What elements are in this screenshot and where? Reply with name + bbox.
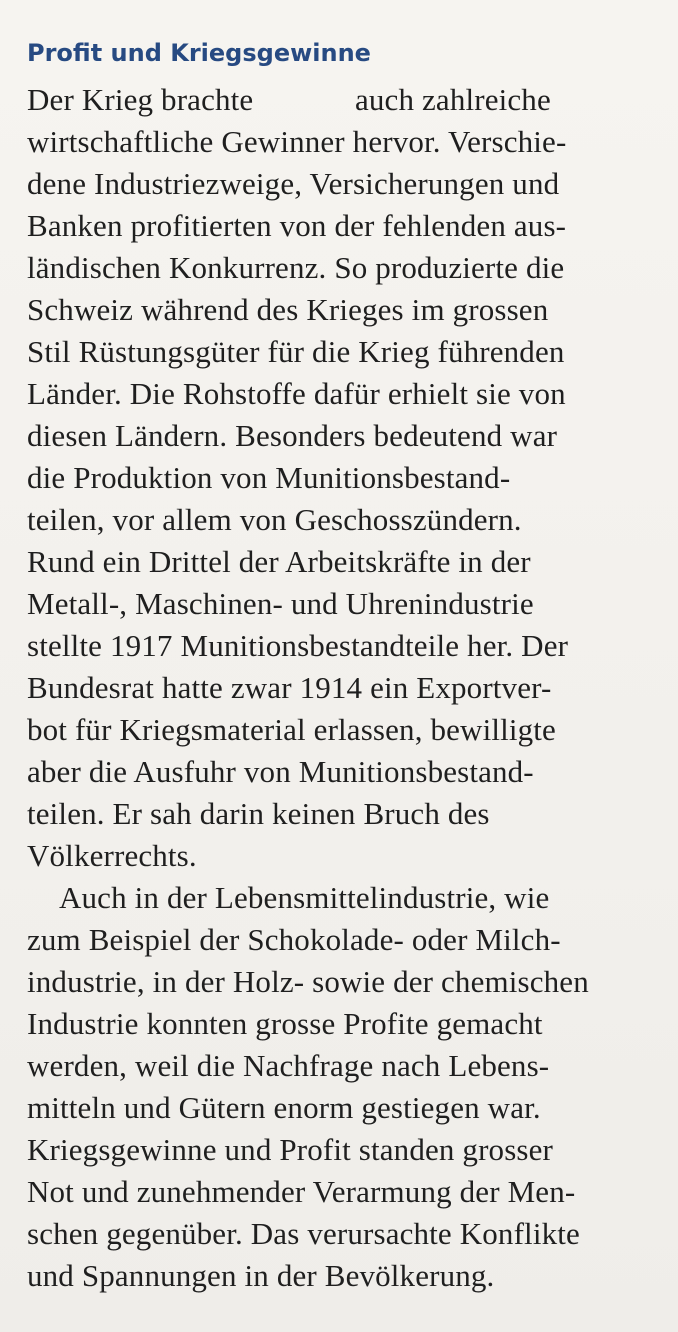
text-line: Industrie konnten grosse Profite gemacht: [27, 1006, 543, 1041]
text-line: ländischen Konkurrenz. So produzierte die: [27, 250, 565, 285]
text-line: mitteln und Gütern enorm gestiegen war.: [27, 1090, 541, 1125]
text-line: teilen. Er sah darin keinen Bruch des: [27, 796, 490, 831]
text-line: Stil Rüstungsgüter für die Krieg führenden: [27, 334, 565, 369]
text-line: wirtschaftliche Gewinner hervor. Verschie-: [27, 124, 567, 159]
text-line: Not und zunehmender Verarmung der Men-: [27, 1174, 576, 1209]
text-line: industrie, in der Holz- sowie der chemischen: [27, 964, 589, 999]
text-line: die Produktion von Munitionsbestand-: [27, 460, 511, 495]
text-line: Länder. Die Rohstoffe dafür erhielt sie von: [27, 376, 566, 411]
text-line: Kriegsgewinne und Profit standen grosser: [27, 1132, 554, 1167]
section-heading: Profit und Kriegsgewinne: [27, 39, 371, 67]
text-line: dene Industriezweige, Versicherungen und: [27, 166, 560, 201]
text-line: diesen Ländern. Besonders bedeutend war: [27, 418, 558, 453]
text-line: teilen, vor allem von Geschosszündern.: [27, 502, 522, 537]
text-line: Auch in der Lebensmittelindustrie, wie: [59, 880, 550, 915]
text-line: schen gegenüber. Das verursachte Konflikte: [27, 1216, 580, 1251]
text-line: bot für Kriegsmaterial erlassen, bewilligte: [27, 712, 556, 747]
text-line: werden, weil die Nachfrage nach Lebens-: [27, 1048, 550, 1083]
text-line: stellte 1917 Munitionsbestandteile her. Der: [27, 628, 569, 663]
text-line: Der Krieg brachte: [27, 82, 254, 117]
text-line: Banken profitierten von der fehlenden aus-: [27, 208, 567, 243]
text-line: Metall-, Maschinen- und Uhrenindustrie: [27, 586, 534, 621]
text-line: auch zahlreiche: [355, 82, 551, 117]
text-line: aber die Ausfuhr von Munitionsbestand-: [27, 754, 534, 789]
text-line: Völkerrechts.: [27, 838, 197, 873]
text-line: Rund ein Drittel der Arbeitskräfte in der: [27, 544, 531, 579]
text-line: und Spannungen in der Bevölkerung.: [27, 1258, 495, 1293]
text-line: Bundesrat hatte zwar 1914 ein Exportver-: [27, 670, 552, 705]
text-line: Schweiz während des Krieges im grossen: [27, 292, 549, 327]
text-line: zum Beispiel der Schokolade- oder Milch-: [27, 922, 561, 957]
